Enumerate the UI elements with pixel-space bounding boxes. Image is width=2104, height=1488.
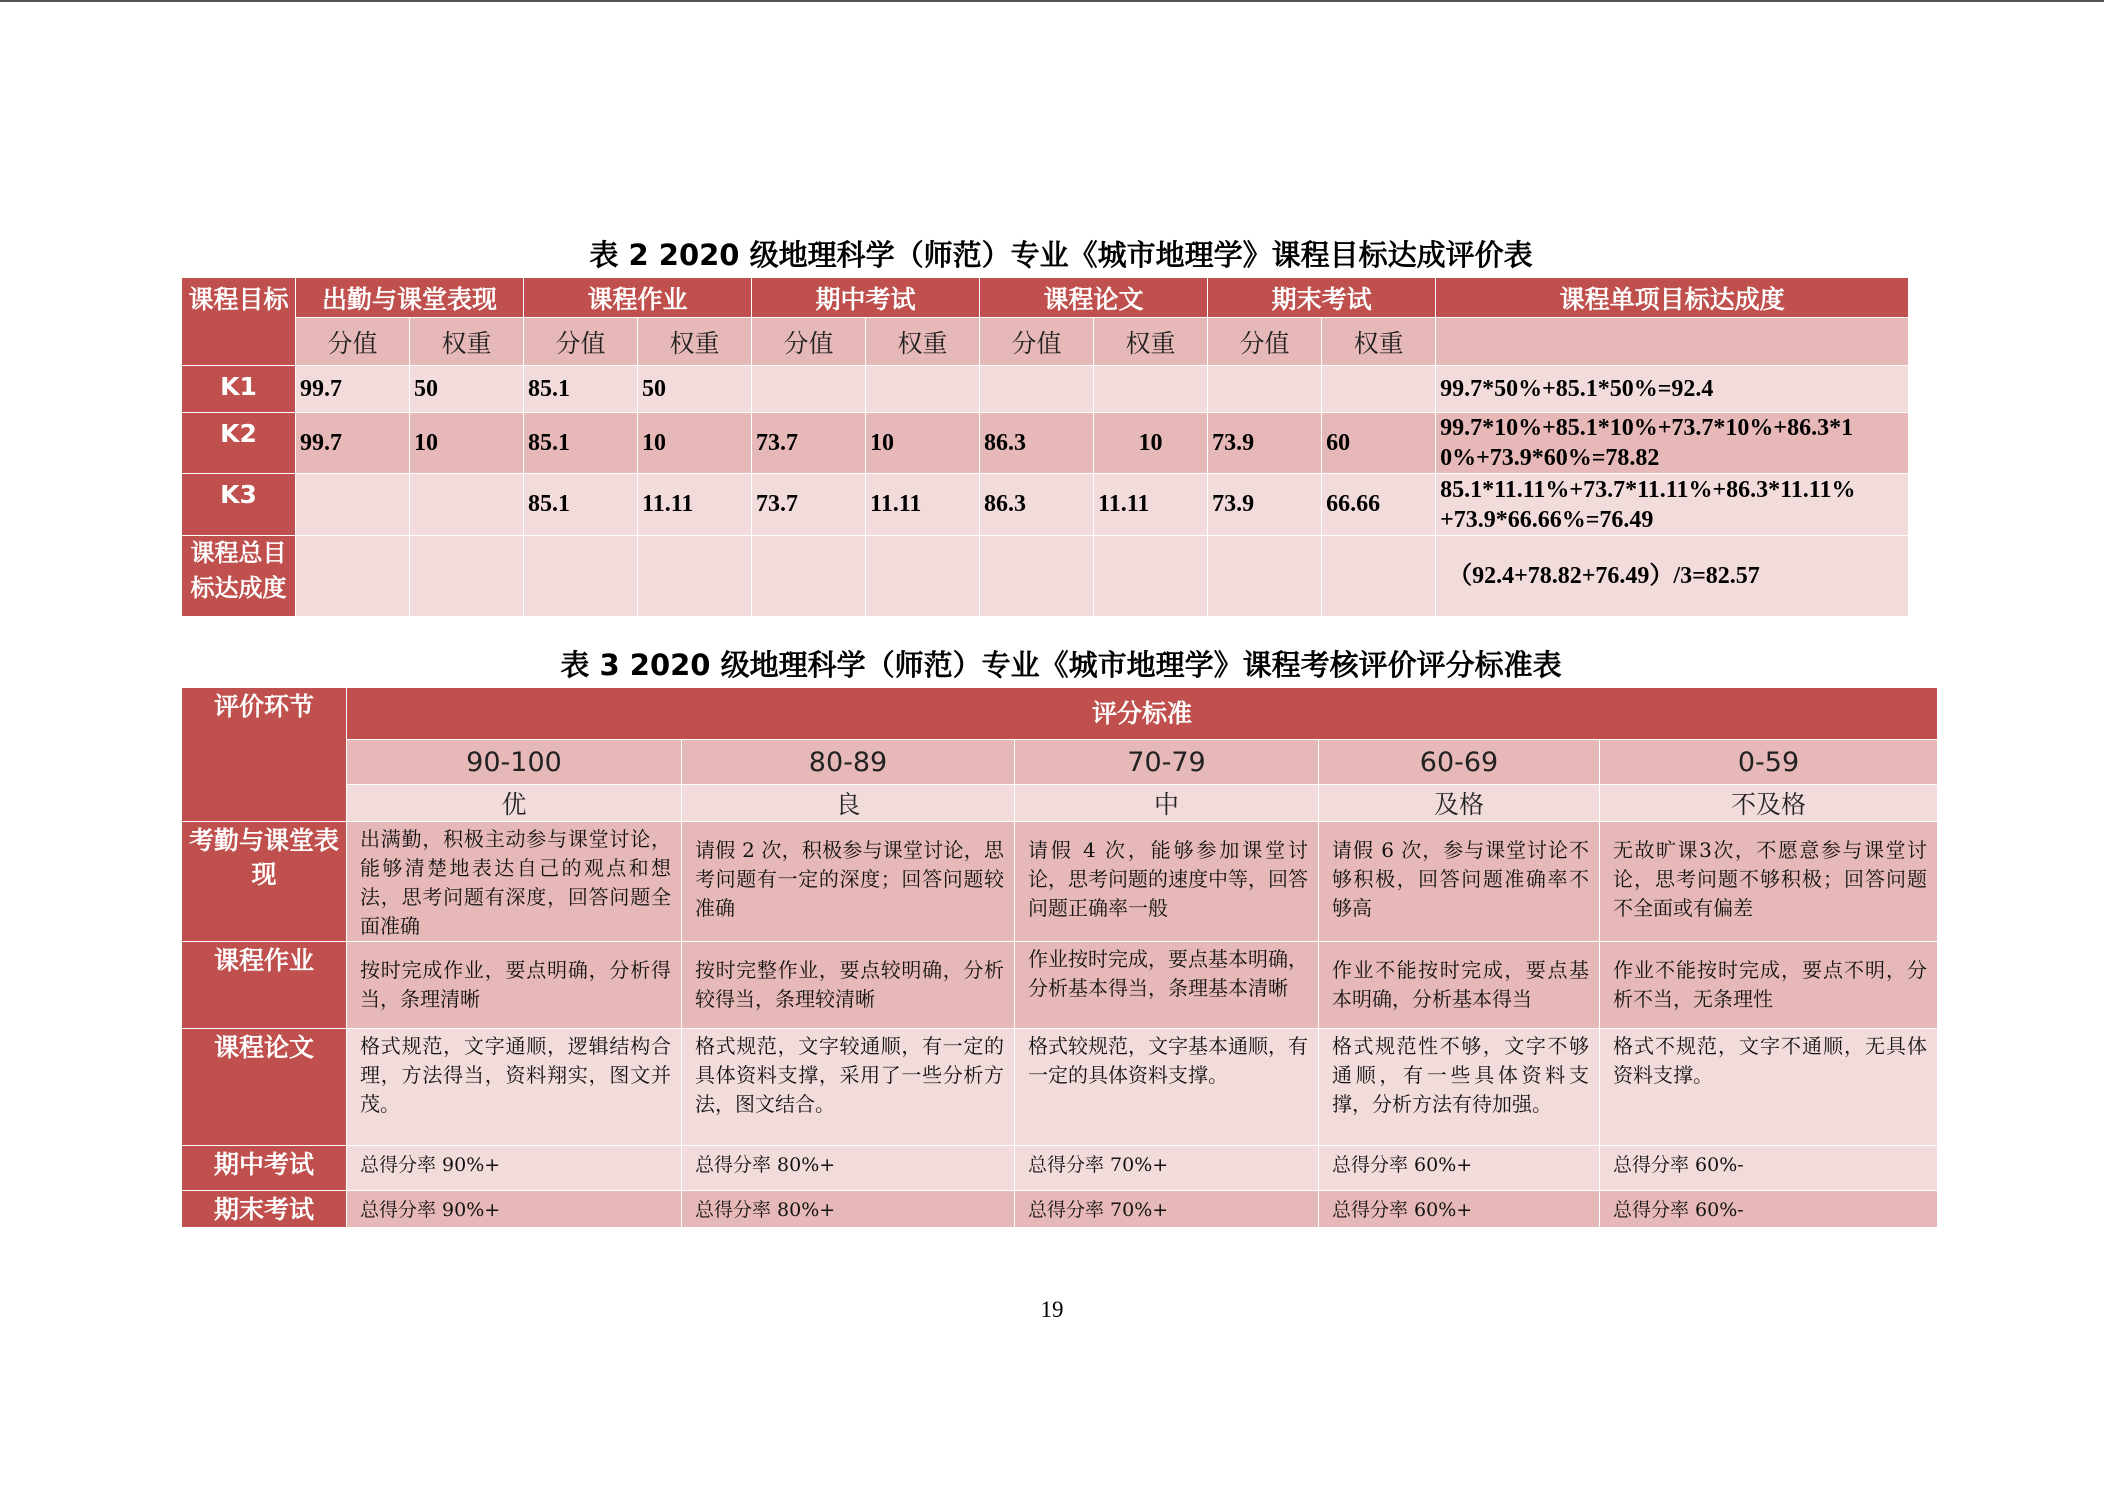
sub-score: 分值	[524, 318, 638, 366]
cell: 总得分率 60%+	[1319, 1146, 1600, 1191]
cell: 总得分率 60%+	[1319, 1191, 1600, 1228]
table-row	[182, 474, 1909, 536]
cell	[296, 474, 410, 536]
row-label-paper: 课程论文	[182, 1029, 347, 1146]
cell: 格式较规范，文字基本通顺，有一定的具体资料支撑。	[1015, 1029, 1319, 1146]
table-row	[182, 413, 1909, 474]
cell: 60	[1322, 413, 1436, 474]
cell: 10	[410, 413, 524, 474]
empty-cell	[980, 536, 1094, 617]
empty-cell	[638, 536, 752, 617]
cell: 73.9	[1208, 413, 1322, 474]
empty-cell	[1322, 536, 1436, 617]
cell: 11.11	[866, 474, 980, 536]
cell: 无故旷课3次，不愿意参与课堂讨论，思考问题不够积极；回答问题不全面或有偏差	[1600, 822, 1938, 942]
cell: 格式规范，文字通顺，逻辑结构合理，方法得当，资料翔实，图文并茂。	[347, 1029, 682, 1146]
sub-weight: 权重	[866, 318, 980, 366]
table2-caption: 表 2 2020 级地理科学（师范）专业《城市地理学》课程目标达成评价表	[589, 238, 1533, 272]
table-row	[182, 1146, 1938, 1191]
group-header-final: 期末考试	[1208, 278, 1436, 318]
table-row-total	[182, 536, 1909, 617]
cell: 11.11	[638, 474, 752, 536]
cell: 85.1	[524, 413, 638, 474]
table3-caption: 表 3 2020 级地理科学（师范）专业《城市地理学》课程考核评价评分标准表	[560, 648, 1562, 682]
empty-cell	[410, 536, 524, 617]
col-stage-header: 评价环节	[182, 688, 347, 822]
result-sub-empty	[1436, 318, 1909, 366]
sub-score: 分值	[980, 318, 1094, 366]
cell	[980, 366, 1094, 413]
cell: 作业不能按时完成，要点不明，分析不当，无条理性	[1600, 942, 1938, 1029]
empty-cell	[1094, 536, 1208, 617]
range-70-79: 70-79	[1015, 740, 1319, 785]
row-label-final: 期末考试	[182, 1191, 347, 1228]
empty-cell	[752, 536, 866, 617]
cell: 请假 4 次，能够参加课堂讨论，思考问题的速度中等，回答问题正确率一般	[1015, 822, 1319, 942]
sub-weight: 权重	[1322, 318, 1436, 366]
page-top-border	[0, 0, 2104, 2]
cell: 总得分率 60%-	[1600, 1146, 1938, 1191]
cell: 50	[410, 366, 524, 413]
cell: 99.7	[296, 413, 410, 474]
cell: 总得分率 70%+	[1015, 1191, 1319, 1228]
cell: 总得分率 90%+	[347, 1191, 682, 1228]
empty-cell	[296, 536, 410, 617]
cell: 作业按时完成，要点基本明确，分析基本得当，条理基本清晰	[1015, 942, 1319, 1029]
row-label-midterm: 期中考试	[182, 1146, 347, 1191]
empty-cell	[1208, 536, 1322, 617]
grade-fail: 不及格	[1600, 785, 1938, 822]
empty-cell	[524, 536, 638, 617]
sub-score: 分值	[1208, 318, 1322, 366]
col-standard-header: 评分标准	[347, 688, 1938, 740]
grading-standard-table	[181, 687, 1938, 1228]
cell: 按时完成作业，要点明确，分析得当，条理清晰	[347, 942, 682, 1029]
cell: 11.11	[1094, 474, 1208, 536]
col-target-header: 课程目标	[182, 278, 296, 366]
group-header-attendance: 出勤与课堂表现	[296, 278, 524, 318]
row-label-attendance: 考勤与课堂表现	[182, 822, 347, 942]
cell	[410, 474, 524, 536]
cell: 73.9	[1208, 474, 1322, 536]
table-row	[182, 1029, 1938, 1146]
cell: 86.3	[980, 474, 1094, 536]
cell: 格式规范，文字较通顺，有一定的具体资料支撑，采用了一些分析方法，图文结合。	[682, 1029, 1015, 1146]
sub-weight: 权重	[410, 318, 524, 366]
cell: 格式不规范，文字不通顺，无具体资料支撑。	[1600, 1029, 1938, 1146]
cell: 85.1	[524, 366, 638, 413]
page-number: 19	[1040, 1297, 1064, 1322]
cell: 10	[866, 413, 980, 474]
range-60-69: 60-69	[1319, 740, 1600, 785]
table-row	[182, 822, 1938, 942]
goal-achievement-table	[181, 277, 1909, 617]
cell: 66.66	[1322, 474, 1436, 536]
formula-total: （92.4+78.82+76.49）/3=82.57	[1436, 536, 1909, 617]
row-label-k1: K1	[182, 366, 296, 413]
cell	[866, 366, 980, 413]
cell: 73.7	[752, 474, 866, 536]
sub-score: 分值	[296, 318, 410, 366]
group-header-paper: 课程论文	[980, 278, 1208, 318]
formula-k1: 99.7*50%+85.1*50%=92.4	[1436, 366, 1909, 413]
grade-good: 良	[682, 785, 1015, 822]
cell: 请假 6 次，参与课堂讨论不够积极，回答问题准确率不够高	[1319, 822, 1600, 942]
range-90-100: 90-100	[347, 740, 682, 785]
group-header-homework: 课程作业	[524, 278, 752, 318]
range-80-89: 80-89	[682, 740, 1015, 785]
sub-weight: 权重	[638, 318, 752, 366]
cell: 10	[638, 413, 752, 474]
cell: 99.7	[296, 366, 410, 413]
cell	[1094, 366, 1208, 413]
sub-score: 分值	[752, 318, 866, 366]
cell: 格式规范性不够，文字不够通顺，有一些具体资料支撑，分析方法有待加强。	[1319, 1029, 1600, 1146]
cell: 73.7	[752, 413, 866, 474]
col-result-header: 课程单项目标达成度	[1436, 278, 1909, 318]
grade-medium: 中	[1015, 785, 1319, 822]
grade-pass: 及格	[1319, 785, 1600, 822]
cell: 85.1	[524, 474, 638, 536]
cell: 86.3	[980, 413, 1094, 474]
cell: 总得分率 60%-	[1600, 1191, 1938, 1228]
table-row	[182, 366, 1909, 413]
cell: 出满勤，积极主动参与课堂讨论，能够清楚地表达自己的观点和想法，思考问题有深度，回答问题全面准确	[347, 822, 682, 942]
sub-weight: 权重	[1094, 318, 1208, 366]
cell: 总得分率 90%+	[347, 1146, 682, 1191]
empty-cell	[866, 536, 980, 617]
cell	[1208, 366, 1322, 413]
grade-excellent: 优	[347, 785, 682, 822]
row-label-homework: 课程作业	[182, 942, 347, 1029]
row-label-k3: K3	[182, 474, 296, 536]
cell: 按时完整作业，要点较明确，分析较得当，条理较清晰	[682, 942, 1015, 1029]
table-row	[182, 942, 1938, 1029]
cell: 10	[1094, 413, 1208, 474]
cell: 总得分率 80%+	[682, 1191, 1015, 1228]
cell: 请假 2 次，积极参与课堂讨论，思考问题有一定的深度；回答问题较准确	[682, 822, 1015, 942]
formula-k2: 99.7*10%+85.1*10%+73.7*10%+86.3*1 0%+73.9*60%=78.82	[1436, 413, 1909, 474]
cell	[1322, 366, 1436, 413]
group-header-midterm: 期中考试	[752, 278, 980, 318]
row-label-k2: K2	[182, 413, 296, 474]
cell: 总得分率 80%+	[682, 1146, 1015, 1191]
table-row	[182, 1191, 1938, 1228]
formula-k3: 85.1*11.11%+73.7*11.11%+86.3*11.11% +73.9*66.66%=76.49	[1436, 474, 1909, 536]
cell: 总得分率 70%+	[1015, 1146, 1319, 1191]
cell: 作业不能按时完成，要点基本明确，分析基本得当	[1319, 942, 1600, 1029]
cell: 50	[638, 366, 752, 413]
row-label-total: 课程总目标达成度	[182, 536, 296, 617]
cell	[752, 366, 866, 413]
range-0-59: 0-59	[1600, 740, 1938, 785]
